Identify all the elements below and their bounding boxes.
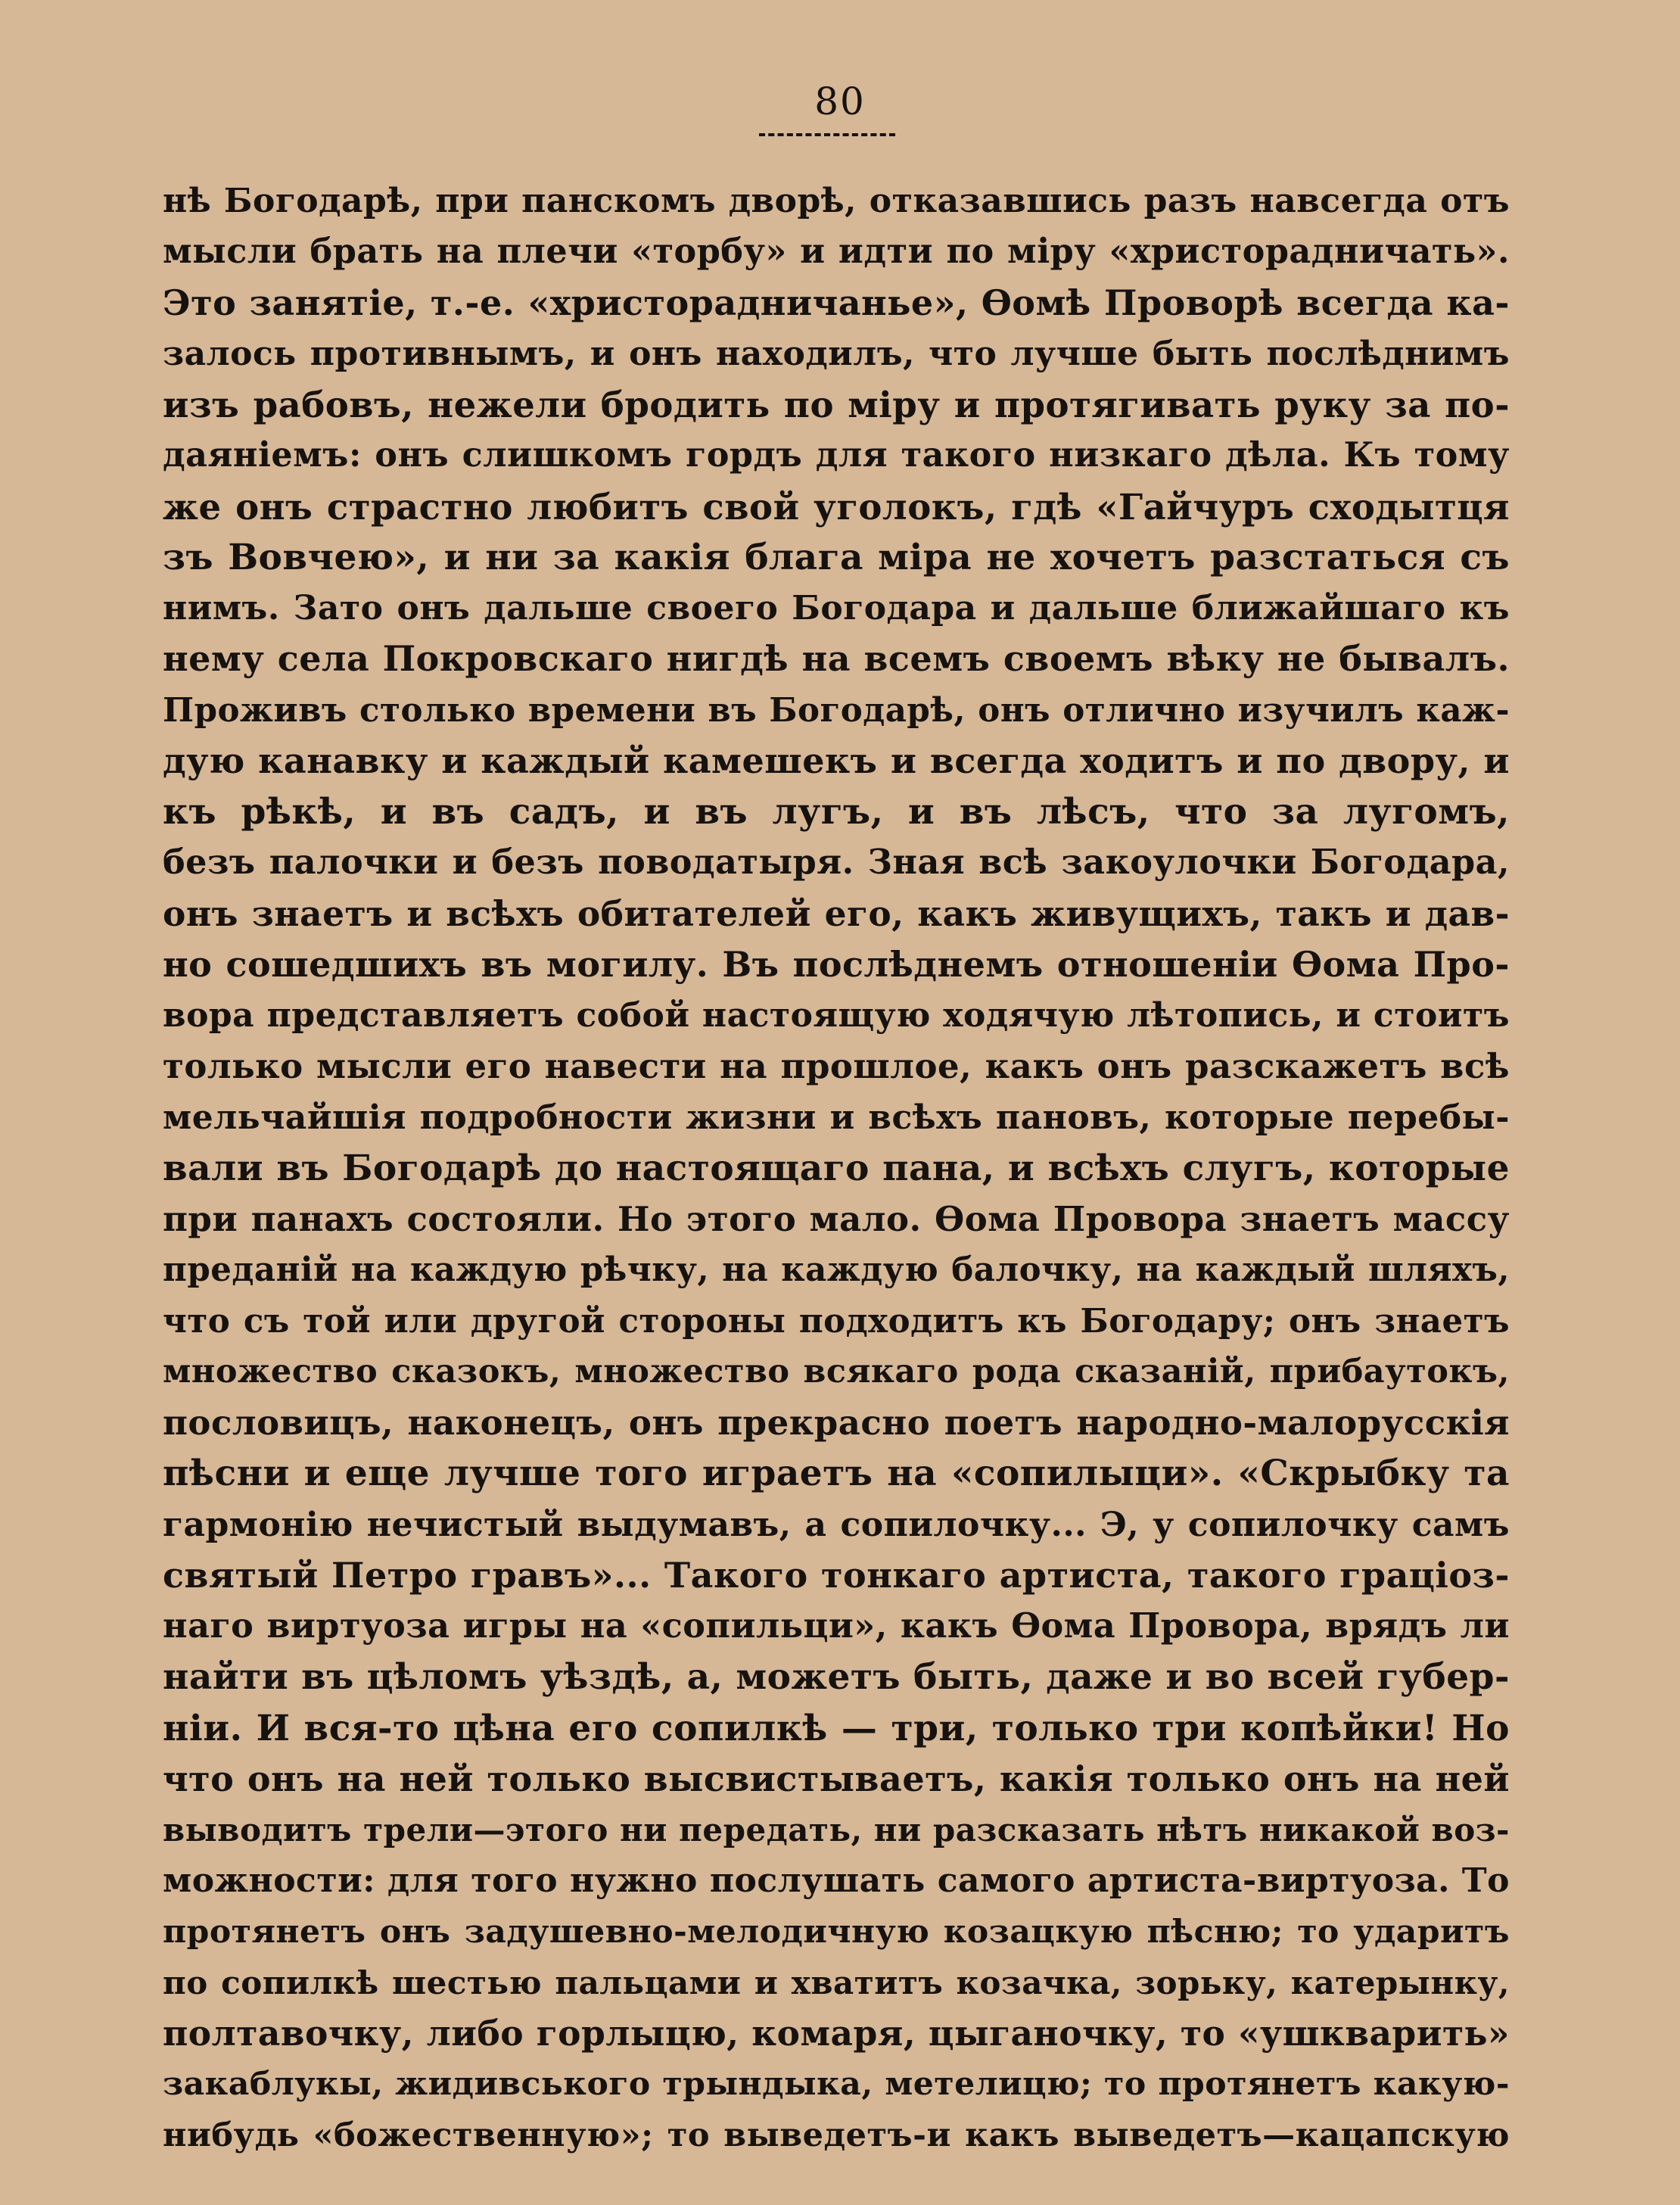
text-line: же онъ страстно любитъ свой уголокъ, гдѣ «Гайчуръ сходытця [163, 485, 1510, 528]
text-line: безъ палочки и безъ поводатыря. Зная всѣ закоулочки Богодара, [163, 842, 1510, 883]
text-line: выводитъ трели—этого ни передать, ни разсказать нѣтъ никакой воз- [163, 1811, 1510, 1848]
text-line: нимъ. Зато онъ дальше своего Богодара и дальше ближайшаго къ [163, 589, 1510, 628]
header-rule [759, 133, 895, 136]
text-line: множество сказокъ, множество всякаго рода сказаній, прибаутокъ, [163, 1352, 1510, 1391]
text-line: пѣсни и еще лучше того играетъ на «сопилыци». «Скрыбку та [163, 1453, 1510, 1495]
text-line: нѣ Богодарѣ, при панскомъ дворѣ, отказавшись разъ навсегда отъ [163, 182, 1510, 220]
text-line: нему села Покровскаго нигдѣ на всемъ своемъ вѣку не бывалъ. [163, 638, 1510, 680]
text-line: пословицъ, наконецъ, онъ прекрасно поетъ народно-малорусскія [163, 1403, 1510, 1443]
page-number: 80 [814, 79, 866, 123]
text-line: наго виртуоза игры на «сопильци», какъ Ѳома Провора, врядъ ли [163, 1606, 1510, 1646]
text-line: что онъ на ней только высвистываетъ, какія только онъ на ней [163, 1758, 1510, 1799]
text-line: нибудь «божественную»; то выведетъ-и какъ выведетъ—кацапскую [163, 2116, 1510, 2154]
text-line: залось противнымъ, и онъ находилъ, что лучше быть послѣднимъ [163, 334, 1510, 373]
text-line: онъ знаетъ и всѣхъ обитателей его, какъ живущихъ, такъ и дав- [163, 892, 1510, 934]
text-line: по сопилкѣ шестью пальцами и хватитъ козачка, зорьку, катерынку, [163, 1964, 1510, 2001]
text-line: но сошедшихъ въ могилу. Въ послѣднемъ отношеніи Ѳома Про- [163, 943, 1510, 985]
text-line: при панахъ состояли. Но этого мало. Ѳома Провора знаетъ массу [163, 1199, 1510, 1239]
text-line: мельчайшія подробности жизни и всѣхъ пановъ, которые перебы- [163, 1098, 1510, 1137]
text-line: закаблукы, жидивського трындыка, метелицю; то протянетъ какую- [163, 2065, 1510, 2104]
text-line: Это занятіе, т.-е. «христорадничанье», Ѳомѣ Проворѣ всегда ка- [163, 282, 1510, 323]
text-line: что съ той или другой стороны подходитъ къ Богодару; онъ знаетъ [163, 1301, 1510, 1341]
text-line: къ рѣкѣ, и въ садъ, и въ лугъ, и въ лѣсъ, что за лугомъ, [163, 791, 1510, 833]
text-line: ніи. И вся-то цѣна его сопилкѣ — три, только три копѣйки! Но [163, 1707, 1510, 1749]
text-line: найти въ цѣломъ уѣздѣ, а, можетъ быть, даже и во всей губер- [163, 1656, 1510, 1699]
text-line: мысли брать на плечи «торбу» и идти по міру «христорадничать». [163, 232, 1510, 272]
text-line: протянетъ онъ задушевно-мелодичную козацкую пѣсню; то ударитъ [163, 1912, 1510, 1951]
text-line: Проживъ столько времени въ Богодарѣ, онъ отлично изучилъ каж- [163, 690, 1510, 730]
text-line: даяніемъ: онъ слишкомъ гордъ для такого низкаго дѣла. Къ тому [163, 435, 1510, 475]
text-line: преданій на каждую рѣчку, на каждую балочку, на каждый шляхъ, [163, 1250, 1510, 1290]
text-line: гармонію нечистый выдумавъ, а сопилочку... Э, у сопилочку самъ [163, 1505, 1510, 1544]
text-line: вали въ Богодарѣ до настоящаго пана, и всѣхъ слугъ, которые [163, 1147, 1510, 1189]
text-line: дую канавку и каждый камешекъ и всегда ходитъ и по двору, и [163, 740, 1510, 781]
text-line: изъ рабовъ, нежели бродить по міру и протягивать руку за по- [163, 384, 1510, 425]
text-line: святый Петро гравъ»... Такого тонкаго артиста, такого граціоз- [163, 1554, 1510, 1596]
text-line: вора представляетъ собой настоящую ходячую лѣтопись, и стоитъ [163, 996, 1510, 1035]
text-line: полтавочку, либо горлыцю, комаря, цыганочку, то «ушкварить» [163, 2013, 1510, 2054]
text-line: только мысли его навести на прошлое, какъ онъ разскажетъ всѣ [163, 1046, 1510, 1087]
text-line: зъ Вовчею», и ни за какія блага міра не хочетъ разстаться съ [163, 536, 1510, 578]
text-line: можности: для того нужно послушать самого артиста-виртуоза. То [163, 1861, 1510, 1901]
body-text [163, 176, 1510, 2161]
